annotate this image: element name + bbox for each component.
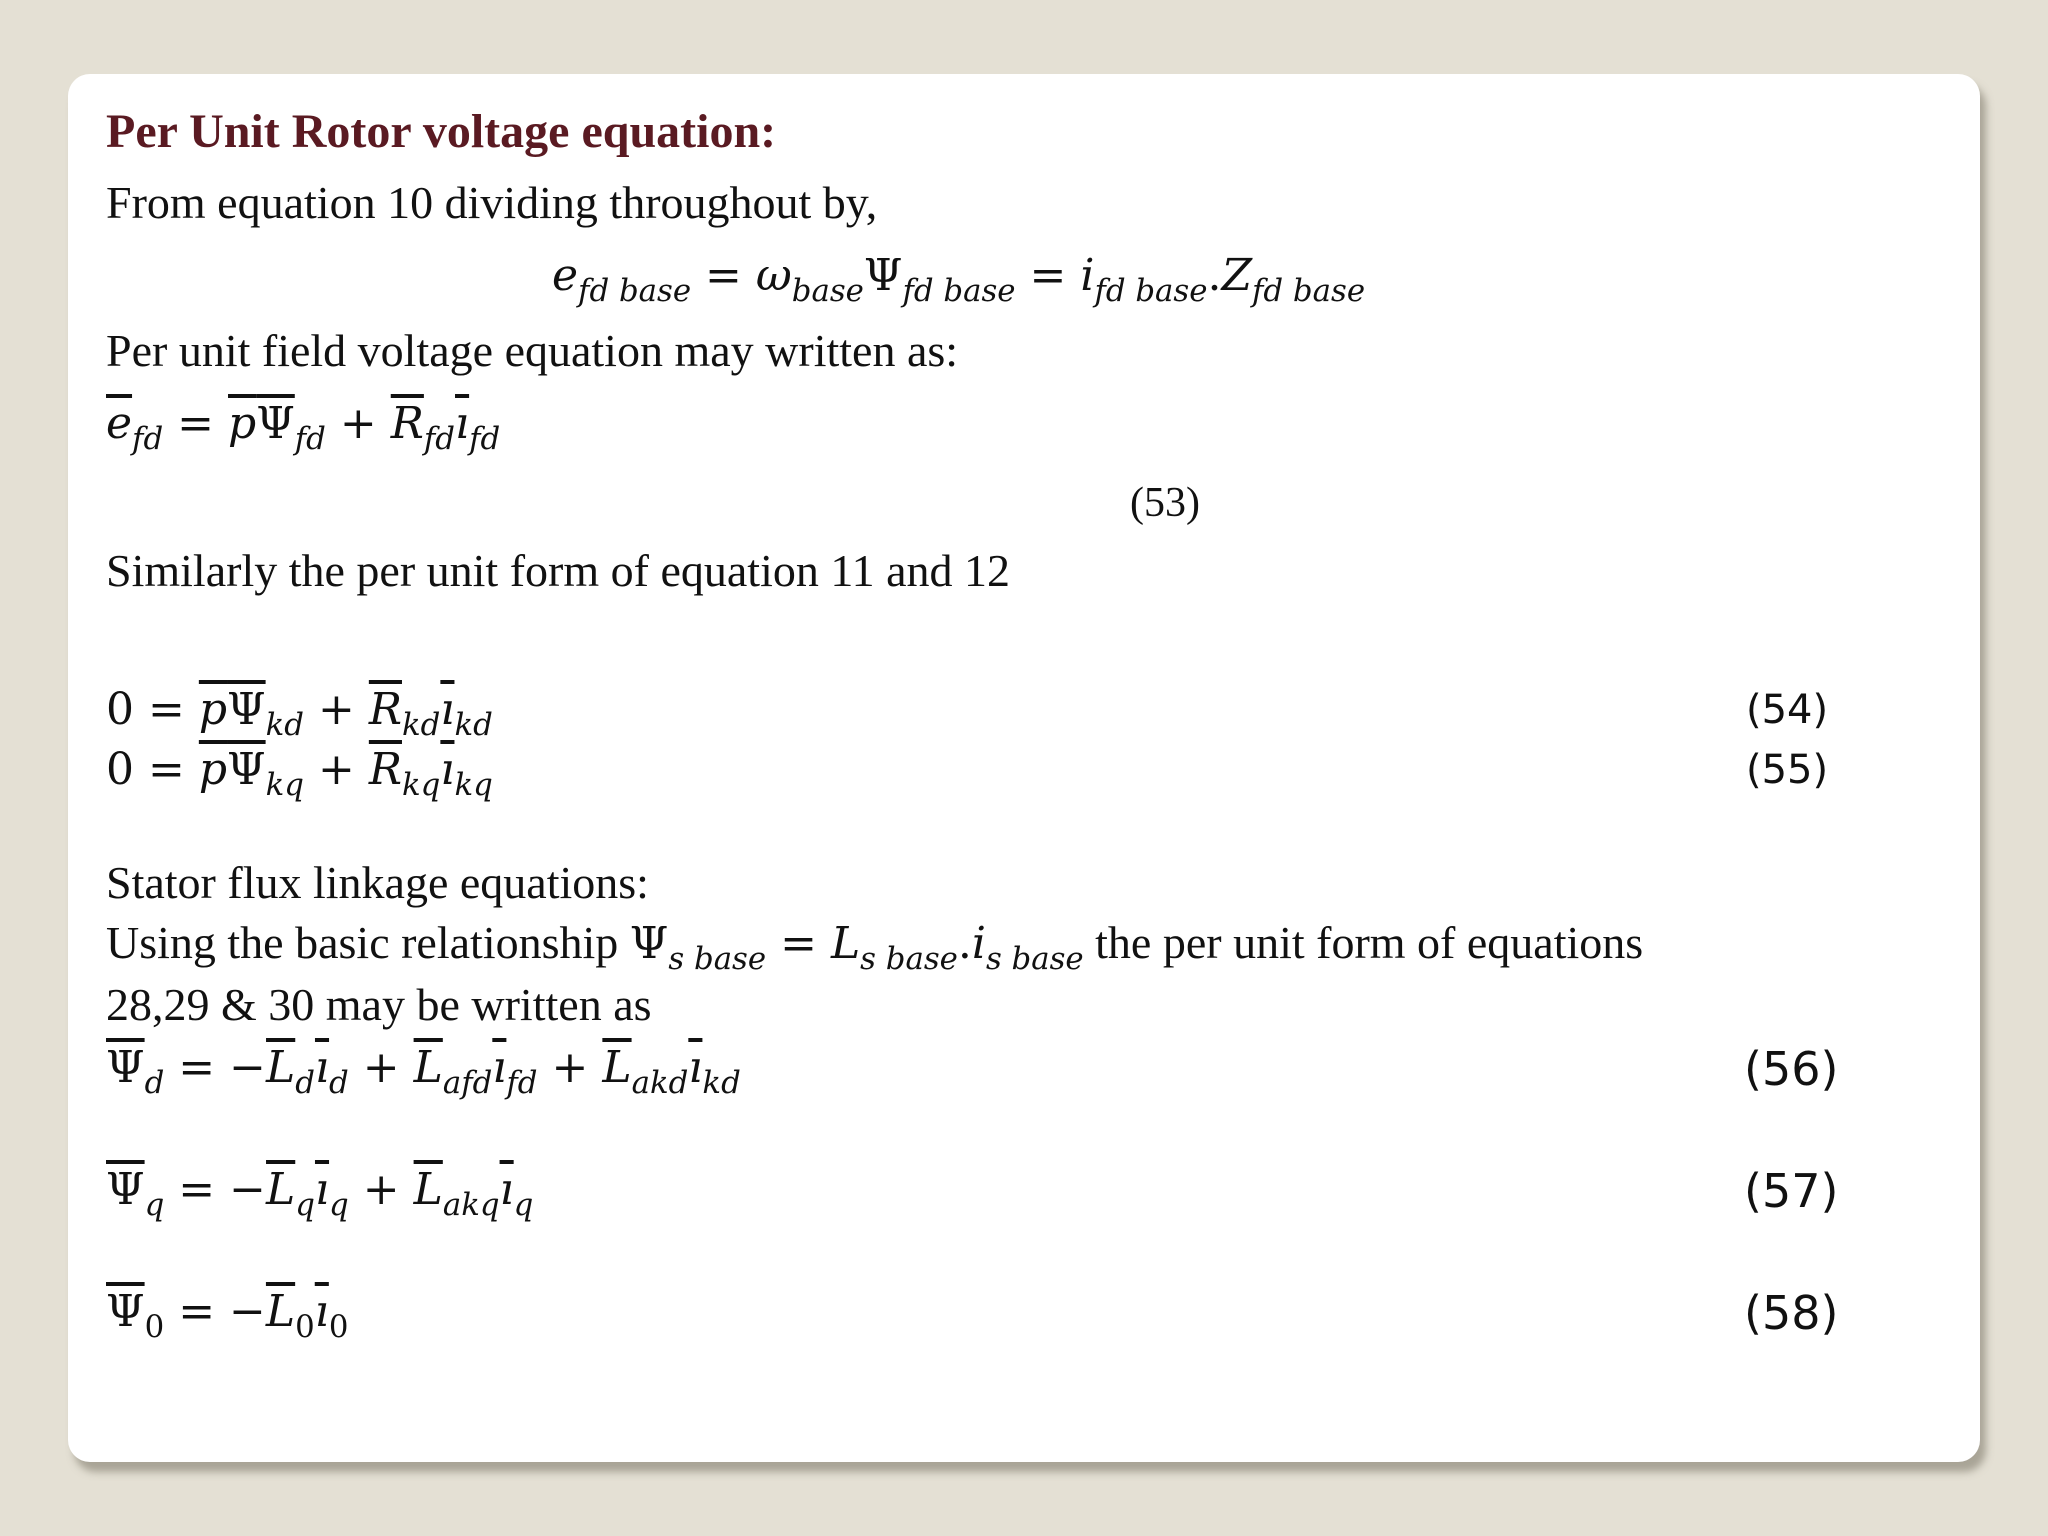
equation-57-number: (57): [1744, 1164, 1839, 1218]
equation-58-number: (58): [1744, 1286, 1839, 1340]
similarly-text: Similarly the per unit form of equation 11 and 12: [106, 545, 1011, 596]
equation-54-number: (54): [1746, 687, 1829, 733]
equation-55: $0 = \overline{p}\overline{\Psi}_{kq} + \overline{R}_{kq}\overline{ı}_{kq}$: [106, 744, 493, 803]
equation-58: $\overline{\Psi}_0 = -\overline{L}_0\overline{ı}_0$: [106, 1286, 349, 1345]
equation-53: $\overline{e}_{fd} = \overline{p}\overline{\Psi}_{fd} + \overline{R}_{fd}\overline{ı}_{fd}$: [106, 398, 501, 457]
field-intro-text: Per unit field voltage equation may written as:: [106, 325, 959, 376]
relationship-formula: $\Psi_{s base} = L_{s base}.i_{s base}$: [629, 918, 1084, 977]
equation-53-number: (53): [1130, 480, 1200, 526]
equation-54: $0 = \overline{p}\overline{\Psi}_{kd} + \overline{R}_{kd}\overline{ı}_{kd}$: [106, 684, 493, 743]
base-equation: $e_{fd base} = \omega_{base}\Psi_{fd base} = i_{fd base}.Z_{fd base}$: [552, 250, 1366, 309]
equation-57: $\overline{\Psi}_q = -\overline{L}_q\overline{ı}_q + \overline{L}_{akq}\overline{ı}_q$: [106, 1164, 534, 1223]
relationship-pre: Using the basic relationship: [106, 917, 619, 968]
equation-56-number: (56): [1744, 1042, 1839, 1096]
relationship-line-2: 28,29 & 30 may be written as: [106, 979, 652, 1030]
slide-heading: Per Unit Rotor voltage equation:: [106, 105, 777, 158]
intro-text: From equation 10 dividing throughout by,: [106, 177, 878, 228]
relationship-post: the per unit form of equations: [1095, 917, 1644, 968]
equation-56: $\overline{\Psi}_d = -\overline{L}_d\overline{ı}_d + \overline{L}_{afd}\overline{ı}_{fd} + \overline{L}_{akd}\overline{ı}_{kd}$: [106, 1042, 741, 1101]
relationship-line: [106, 917, 1644, 977]
stator-heading-text: Stator flux linkage equations:: [106, 857, 649, 908]
equation-55-number: (55): [1746, 747, 1829, 793]
